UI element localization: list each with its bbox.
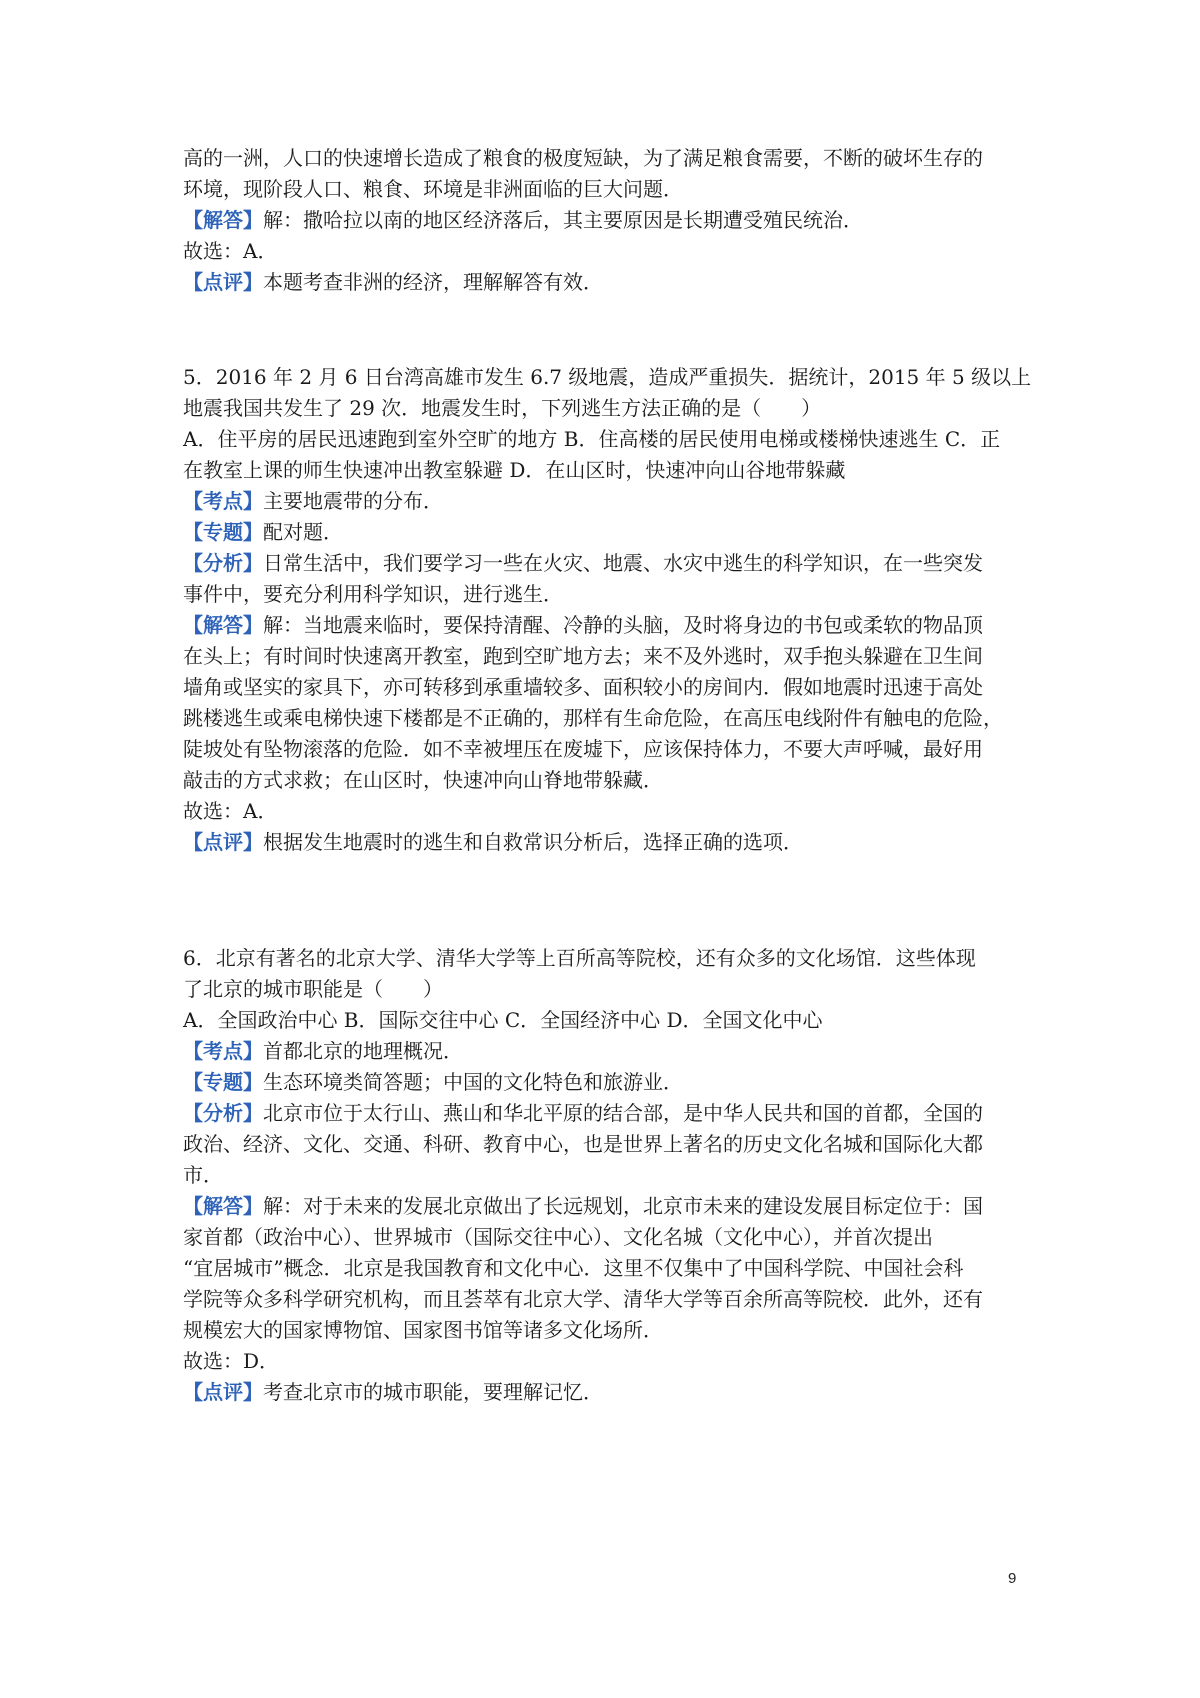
page-number: 9 [1008, 1570, 1017, 1587]
analysis-line: 政治、经济、文化、交通、科研、教育中心，也是世界上著名的历史文化名城和国际化大都 [183, 1132, 983, 1156]
point-line [183, 1036, 1023, 1067]
answer-tag: 【解答】 [183, 208, 263, 232]
choice-line: 故选：D． [183, 1349, 280, 1373]
comment-text: 根据发生地震时的逃生和自救常识分析后，选择正确的选项． [263, 830, 803, 854]
answer-text: 解：当地震来临时，要保持清醒、冷静的头脑，及时将身边的书包或柔软的物品顶 [263, 613, 983, 637]
answer-text: 解：对于未来的发展北京做出了长远规划，北京市未来的建设发展目标定位于：国 [263, 1194, 983, 1218]
comment-line [183, 827, 1023, 858]
topic-text: 生态环境类简答题；中国的文化特色和旅游业． [263, 1070, 683, 1094]
answer-tag: 【解答】 [183, 613, 263, 637]
spacer [183, 858, 1023, 943]
analysis-line [183, 548, 1023, 579]
point-text: 首都北京的地理概况． [263, 1039, 463, 1063]
answer-line: 跳楼逃生或乘电梯快速下楼都是不正确的，那样有生命危险，在高压电线附件有触电的危险， [183, 706, 1003, 730]
topic-line [183, 517, 1023, 548]
comment-tag: 【点评】 [183, 1380, 263, 1404]
answer-line: 墙角或坚实的家具下，亦可转移到承重墙较多、面积较小的房间内．假如地震时迅速于高处 [183, 675, 983, 699]
text-line: 高的一洲，人口的快速增长造成了粮食的极度短缺，为了满足粮食需要，不断的破坏生存的 [183, 146, 983, 170]
answer-text: 解：撒哈拉以南的地区经济落后，其主要原因是长期遭受殖民统治． [263, 208, 863, 232]
text-line: 环境，现阶段人口、粮食、环境是非洲面临的巨大问题． [183, 177, 683, 201]
answer-line: 规模宏大的国家博物馆、国家图书馆等诸多文化场所． [183, 1318, 663, 1342]
choice-line: 故选：A． [183, 799, 278, 823]
answer-line [183, 1191, 1023, 1222]
answer-line: 学院等众多科学研究机构，而且荟萃有北京大学、清华大学等百余所高等院校．此外，还有 [183, 1287, 983, 1311]
topic-tag: 【专题】 [183, 1070, 263, 1094]
comment-line [183, 1377, 1023, 1408]
topic-tag: 【专题】 [183, 520, 263, 544]
point-line [183, 486, 1023, 517]
question-stem-line: 了北京的城市职能是（ ） [183, 977, 443, 1001]
answer-line: 敲击的方式求救；在山区时，快速冲向山脊地带躲藏． [183, 768, 663, 792]
answer-line [183, 205, 1023, 236]
options-line: A．住平房的居民迅速跑到室外空旷的地方 B．住高楼的居民使用电梯或楼梯快速逃生 C．正 [183, 427, 1001, 451]
comment-line [183, 267, 1023, 298]
point-tag: 【考点】 [183, 1039, 263, 1063]
comment-text: 考查北京市的城市职能，要理解记忆． [263, 1380, 603, 1404]
point-tag: 【考点】 [183, 489, 263, 513]
topic-text: 配对题． [263, 520, 343, 544]
choice-line: 故选：A． [183, 239, 278, 263]
question-stem-line: 5．2016 年 2 月 6 日台湾高雄市发生 6.7 级地震，造成严重损失．据统计，2015 年 5 级以上 [183, 365, 1032, 389]
analysis-text: 北京市位于太行山、燕山和华北平原的结合部，是中华人民共和国的首都，全国的 [263, 1101, 983, 1125]
answer-tag: 【解答】 [183, 1194, 263, 1218]
options-line: 在教室上课的师生快速冲出教室躲避 D．在山区时，快速冲向山谷地带躲藏 [183, 458, 846, 482]
analysis-line: 市． [183, 1163, 223, 1187]
question-5 [183, 362, 1032, 858]
comment-tag: 【点评】 [183, 270, 263, 294]
answer-line: 在头上；有时间时快速离开教室，跑到空旷地方去；来不及外逃时，双手抱头躲避在卫生间 [183, 644, 983, 668]
document-body [183, 143, 1032, 1408]
answer-line: “宜居城市”概念．北京是我国教育和文化中心．这里不仅集中了中国科学院、中国社会科 [183, 1256, 964, 1280]
answer-line [183, 610, 1023, 641]
answer-line: 陡坡处有坠物滚落的危险．如不幸被埋压在废墟下，应该保持体力，不要大声呼喊，最好用 [183, 737, 983, 761]
question-stem-line: 地震我国共发生了 29 次．地震发生时，下列逃生方法正确的是（ ） [183, 396, 822, 420]
question-6 [183, 943, 1023, 1408]
analysis-tag: 【分析】 [183, 1101, 263, 1125]
analysis-line [183, 1098, 1023, 1129]
analysis-line: 事件中，要充分利用科学知识，进行逃生． [183, 582, 563, 606]
question-stem-line: 6．北京有著名的北京大学、清华大学等上百所高等院校，还有众多的文化场馆．这些体现 [183, 946, 976, 970]
analysis-text: 日常生活中，我们要学习一些在火灾、地震、水灾中逃生的科学知识，在一些突发 [263, 551, 983, 575]
topic-line [183, 1067, 1023, 1098]
point-text: 主要地震带的分布． [263, 489, 443, 513]
analysis-tag: 【分析】 [183, 551, 263, 575]
comment-text: 本题考查非洲的经济，理解解答有效． [263, 270, 603, 294]
answer-line: 家首都（政治中心）、世界城市（国际交往中心）、文化名城（文化中心），并首次提出 [183, 1225, 933, 1249]
comment-tag: 【点评】 [183, 830, 263, 854]
q4-continuation [183, 143, 1023, 298]
spacer [183, 298, 1023, 362]
options-line: A．全国政治中心 B．国际交往中心 C．全国经济中心 D．全国文化中心 [183, 1008, 823, 1032]
